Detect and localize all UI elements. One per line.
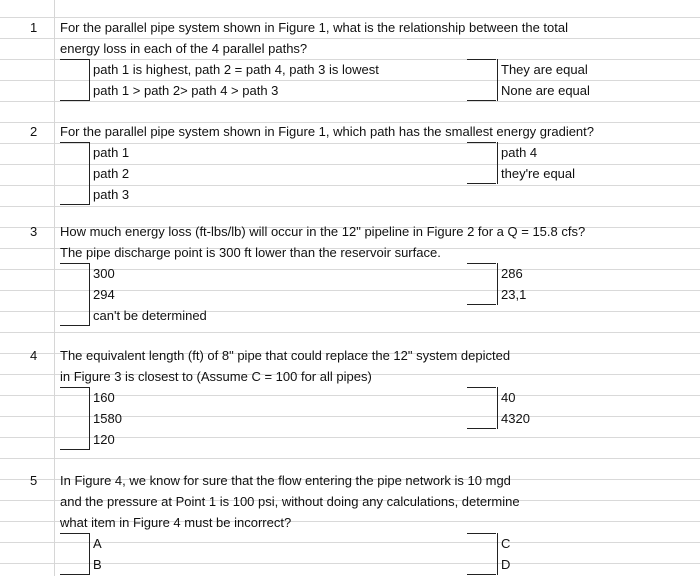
answer-option: D <box>497 554 510 575</box>
question-text-line: The equivalent length (ft) of 8" pipe that could replace the 12" system depicted <box>60 348 511 363</box>
answer-checkbox[interactable] <box>467 533 496 575</box>
question-text-line: For the parallel pipe system shown in Figure 1, which path has the smallest energy gradient? <box>60 124 595 139</box>
answer-option: None are equal <box>497 80 590 101</box>
answer-option: 160 <box>89 387 115 408</box>
answer-option: 23,1 <box>497 284 526 305</box>
answer-checkbox[interactable] <box>60 142 89 205</box>
answer-option: A <box>89 533 102 554</box>
question-text-line: and the pressure at Point 1 is 100 psi, without doing any calculations, determine <box>60 494 520 509</box>
question-text-line: In Figure 4, we know for sure that the flow entering the pipe network is 10 mgd <box>60 473 511 488</box>
question-number: 4 <box>30 348 38 363</box>
answer-option: path 1 > path 2> path 4 > path 3 <box>89 80 278 101</box>
question-number: 3 <box>30 224 38 239</box>
answer-option: path 1 <box>89 142 129 163</box>
answer-checkbox[interactable] <box>60 59 89 101</box>
question-text-line: How much energy loss (ft-lbs/lb) will occur in the 12" pipeline in Figure 2 for a Q = 15.8 cfs? <box>60 224 586 239</box>
answer-checkbox[interactable] <box>467 142 496 184</box>
question-number: 5 <box>30 473 38 488</box>
answer-option: 1580 <box>89 408 122 429</box>
answer-option: 40 <box>497 387 515 408</box>
answer-option: path 4 <box>497 142 537 163</box>
answer-option: 294 <box>89 284 115 305</box>
question-text-line: in Figure 3 is closest to (Assume C = 100 for all pipes) <box>60 369 372 384</box>
answer-option: path 2 <box>89 163 129 184</box>
answer-checkbox[interactable] <box>60 387 89 450</box>
question-number: 2 <box>30 124 38 139</box>
answer-option: B <box>89 554 102 575</box>
answer-option: can't be determined <box>89 305 207 326</box>
question-text-line: energy loss in each of the 4 parallel paths? <box>60 41 308 56</box>
answer-checkbox[interactable] <box>467 263 496 305</box>
question-text-line: what item in Figure 4 must be incorrect? <box>60 515 292 530</box>
answer-option: path 1 is highest, path 2 = path 4, path 3 is lowest <box>89 59 379 80</box>
answer-option: 300 <box>89 263 115 284</box>
answer-option: 286 <box>497 263 523 284</box>
answer-option: They are equal <box>497 59 588 80</box>
question-text-line: For the parallel pipe system shown in Figure 1, what is the relationship between the total <box>60 20 568 35</box>
answer-option: path 3 <box>89 184 129 205</box>
question-number: 1 <box>30 20 38 35</box>
answer-checkbox[interactable] <box>467 387 496 429</box>
answer-checkbox[interactable] <box>60 533 89 575</box>
answer-option: 4320 <box>497 408 530 429</box>
answer-checkbox[interactable] <box>467 59 496 101</box>
answer-option: they're equal <box>497 163 575 184</box>
answer-checkbox[interactable] <box>60 263 89 326</box>
question-text-line: The pipe discharge point is 300 ft lower than the reservoir surface. <box>60 245 441 260</box>
answer-option: C <box>497 533 510 554</box>
answer-option: 120 <box>89 429 115 450</box>
